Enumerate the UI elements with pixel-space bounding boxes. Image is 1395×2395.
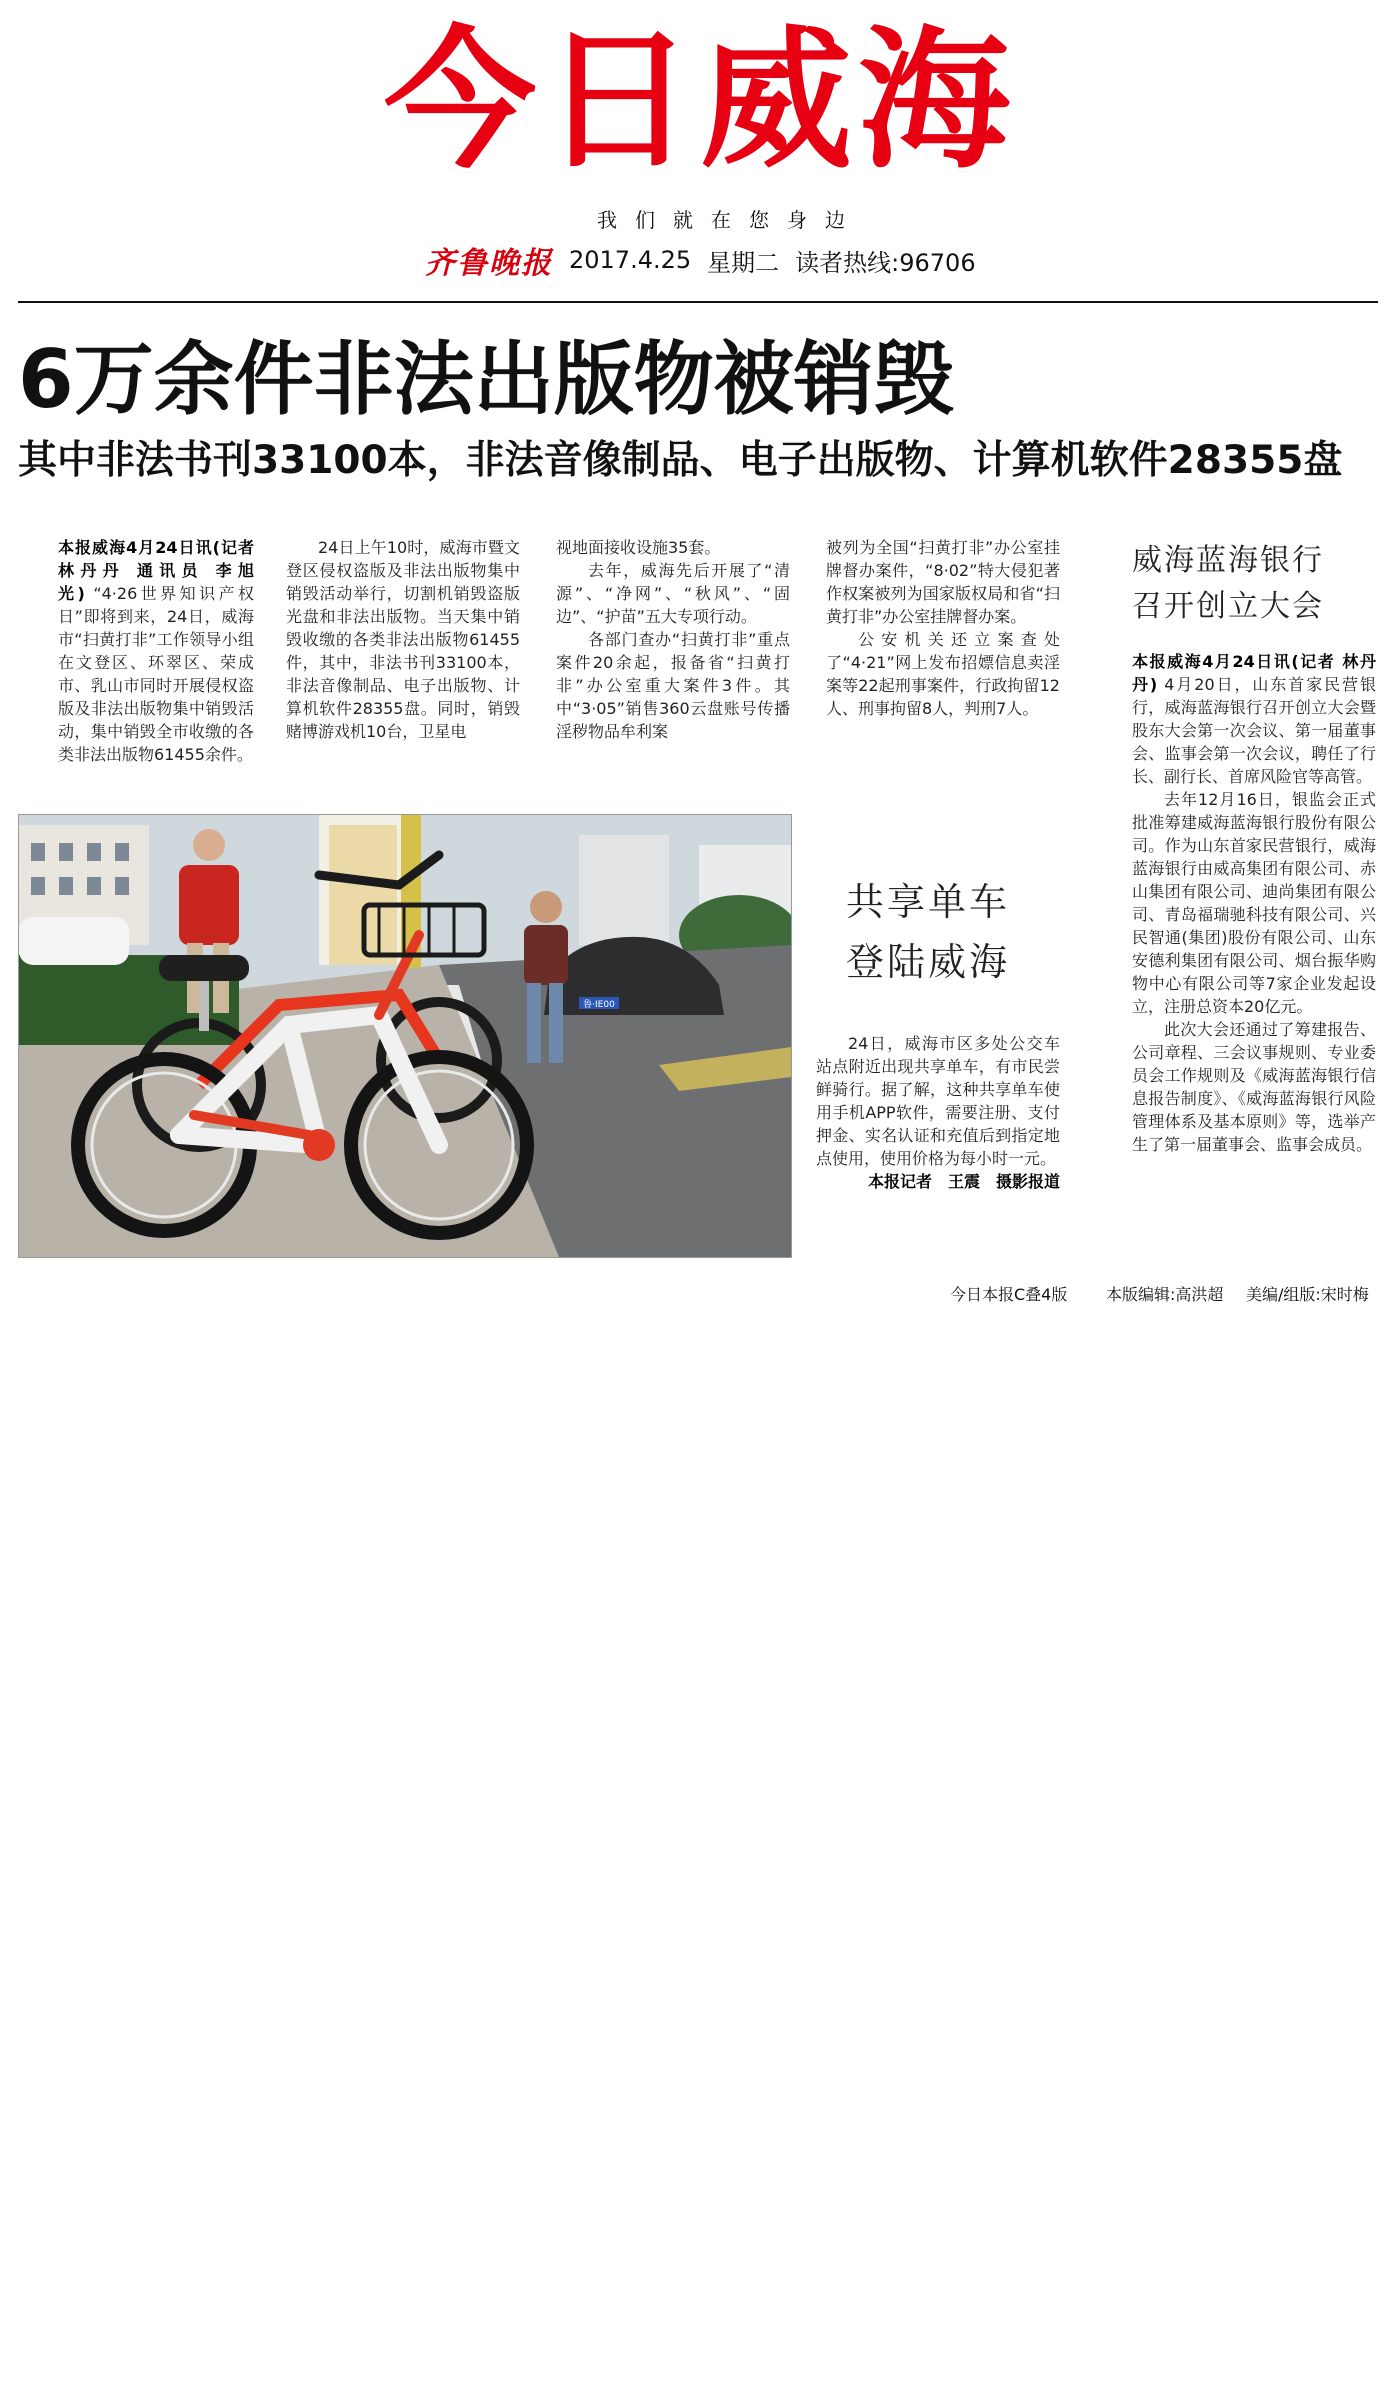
bike-headline-line1: 共享单车 [846,880,1011,924]
footer-edition: 今日本报C叠4版 [950,1285,1068,1304]
bike-headline [846,872,1086,992]
bank-byline: 本报威海4月24日讯(记者 林丹丹) [1132,652,1376,694]
main-col2-text: 24日上午10时，威海市暨文登区侵权盗版及非法出版物集中销毁活动举行，切割机销毁盗版光盘和非法出版物。当天集中销毁收缴的各类非法出版物61455件，其中，非法书刊33100本，非法音像制品、电子出版物、计算机软件28355盘。同时，销毁赌博游戏机10台，卫星电 [286,538,520,741]
main-col3-p2: 去年，威海先后开展了“清源”、“净网”、“秋风”、“固边”、“护苗”五大专项行动。 [556,561,790,626]
main-article-column-2 [286,536,520,743]
reader-hotline: 读者热线:96706 [795,248,976,277]
bike-feature-body [816,1032,1060,1193]
main-col3-p1: 视地面接收设施35套。 [556,538,721,557]
main-headline: 6万余件非法出版物被销毁 [18,333,954,426]
dateline [425,242,1045,281]
main-col3-p3: 各部门查办“扫黄打非”重点案件20余起，报备省“扫黄打非”办公室重大案件3件。其中“3·05”销售360云盘账号传播淫秽物品牟利案 [556,630,790,741]
main-col1-text: “4·26世界知识产权日”即将到来，24日，威海市“扫黄打非”工作领导小组在文登区、环翠区、荣成市、乳山市同时开展侵权盗版及非法出版物集中销毁活动，集中销毁全市收缴的各类非法出版物61455余件。 [58,584,254,764]
main-col4-p2: 公安机关还立案查处了“4·21”网上发布招嫖信息卖淫案等22起刑事案件，行政拘留12人、刑事拘留8人，判刑7人。 [826,630,1060,718]
bank-p2: 去年12月16日，银监会正式批准筹建威海蓝海银行股份有限公司。作为山东首家民营银行，威海蓝海银行由威高集团有限公司、赤山集团有限公司、迪尚集团有限公司、青岛福瑞驰科技有限公司、兴民智通(集团)股份有限公司、山东安德利集团有限公司、烟台振华购物中心有限公司等7家企业发起设立，注册总资本20亿元。 [1132,790,1376,1016]
paper-logo: 齐鲁晚报 [425,246,553,281]
bike-headline-line2: 登陆威海 [846,940,1011,984]
main-article-column-3 [556,536,790,743]
bank-article-body [1132,650,1376,1156]
bank-headline [1132,538,1372,630]
main-col4-p1: 被列为全国“扫黄打非”办公室挂牌督办案件，“8·02”特大侵犯著作权案被列为国家版权局和省“扫黄打非”办公室挂牌督办案。 [826,538,1060,626]
masthead-slogan: 我们就在您身边 [500,204,960,233]
issue-date: 2017.4.25 [569,246,692,274]
shared-bike-photo [18,814,792,1258]
masthead-rule [18,301,1378,303]
bike-text: 24日，威海市区多处公交车站点附近出现共享单车，有市民尝鲜骑行。据了解，这种共享单车使用手机APP软件，需要注册、支付押金、实名认证和充值后到指定地点使用，使用价格为每小时一元。 [816,1034,1060,1168]
main-article-column-1 [58,536,254,766]
shared-bike-illustration [19,815,791,1257]
issue-weekday: 星期二 [707,248,780,277]
bank-p3: 此次大会还通过了筹建报告、公司章程、三会议事规则、专业委员会工作规则及《威海蓝海银行信息报告制度》、《威海蓝海银行风险管理体系及基本原则》等，选举产生了第一届董事会、监事会成员。 [1132,1020,1376,1154]
main-article-column-4 [826,536,1060,720]
footer-editor: 本版编辑:高洪超 [1106,1285,1224,1304]
main-byline: 本报威海4月24日讯(记者 林丹丹 通讯员 李旭光) [58,538,254,603]
bike-credit: 本报记者 王震 摄影报道 [867,1172,1060,1191]
bank-p1: 4月20日，山东首家民营银行，威海蓝海银行召开创立大会暨股东大会第一次会议、第一届董事会、监事会第一次会议，聘任了行长、副行长、首席风险官等高管。 [1132,675,1376,786]
main-subhead: 其中非法书刊33100本，非法音像制品、电子出版物、计算机软件28355盘 [18,438,1343,483]
bank-headline-line2: 召开创立大会 [1132,589,1324,624]
masthead-title: 今日威海 [384,12,1016,189]
license-plate: 鲁·IE00 [583,1000,615,1010]
bank-headline-line1: 威海蓝海银行 [1132,543,1324,578]
footer-designer: 美编/组版:宋时梅 [1246,1285,1369,1304]
